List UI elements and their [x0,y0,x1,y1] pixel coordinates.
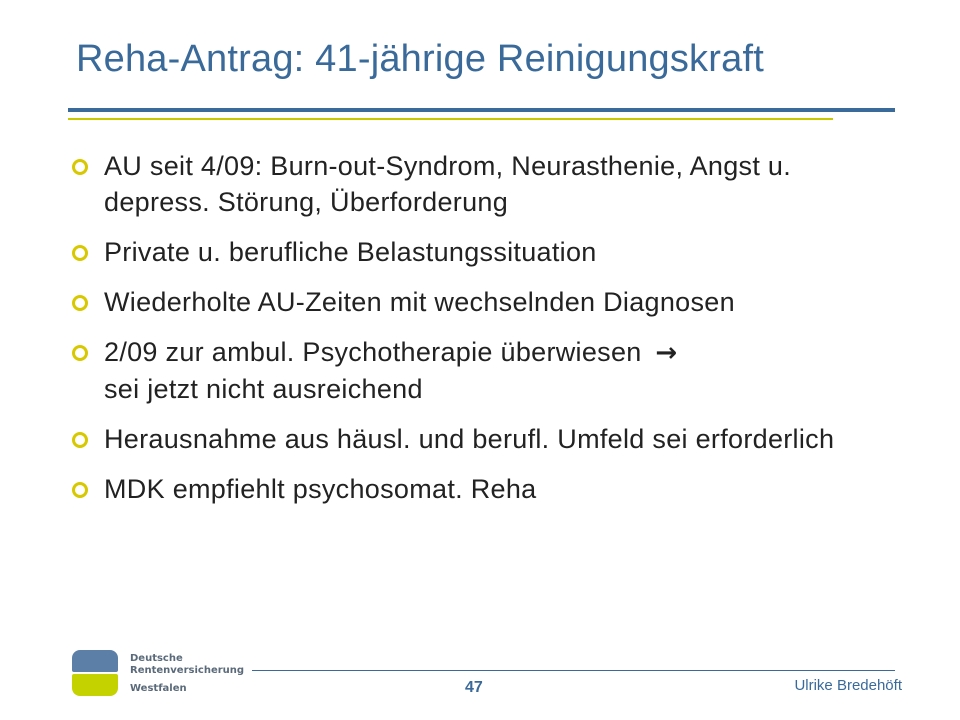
logo-bottom-shape [72,674,118,696]
drv-logo-icon [72,650,118,696]
bullet-text: Herausnahme aus häusl. und berufl. Umfeld sei erforderlich [104,424,835,454]
page-number: 47 [465,679,483,696]
ring-bullet-icon [72,159,88,175]
brand-region: Westfalen [130,683,187,694]
bullet-text: 2/09 zur ambul. Psychotherapie überwiesen [104,337,642,367]
bullet-item [70,234,900,270]
title-rule-blue [68,108,895,112]
bullet-text: Wiederholte AU-Zeiten mit wechselnden Diagnosen [104,287,735,317]
bullet-item [70,284,900,320]
bullet-item [70,421,900,457]
bullet-item [70,148,900,220]
brand-line-1: Deutsche [130,653,183,664]
bullet-text: Private u. berufliche Belastungssituation [104,237,597,267]
bullet-item [70,471,900,507]
footer-rule [252,670,895,671]
slide-title: Reha-Antrag: 41-jährige Reinigungskraft [76,38,764,80]
brand-name [130,653,244,677]
right-arrow-icon: → [655,338,678,368]
bullet-item [70,334,900,407]
bullet-text: AU seit 4/09: Burn-out-Syndrom, Neurasthenie, Angst u. depress. Störung, Überforderung [104,151,792,217]
bullet-text: MDK empfiehlt psychosomat. Reha [104,474,537,504]
author-name: Ulrike Bredehöft [794,677,902,694]
ring-bullet-icon [72,295,88,311]
ring-bullet-icon [72,345,88,361]
logo-top-shape [72,650,118,672]
title-rule-yellow [68,118,833,120]
ring-bullet-icon [72,432,88,448]
bullet-continuation-text: sei jetzt nicht ausreichend [104,374,423,404]
ring-bullet-icon [72,482,88,498]
bullet-list [70,148,900,521]
ring-bullet-icon [72,245,88,261]
brand-line-2: Rentenversicherung [130,665,245,676]
